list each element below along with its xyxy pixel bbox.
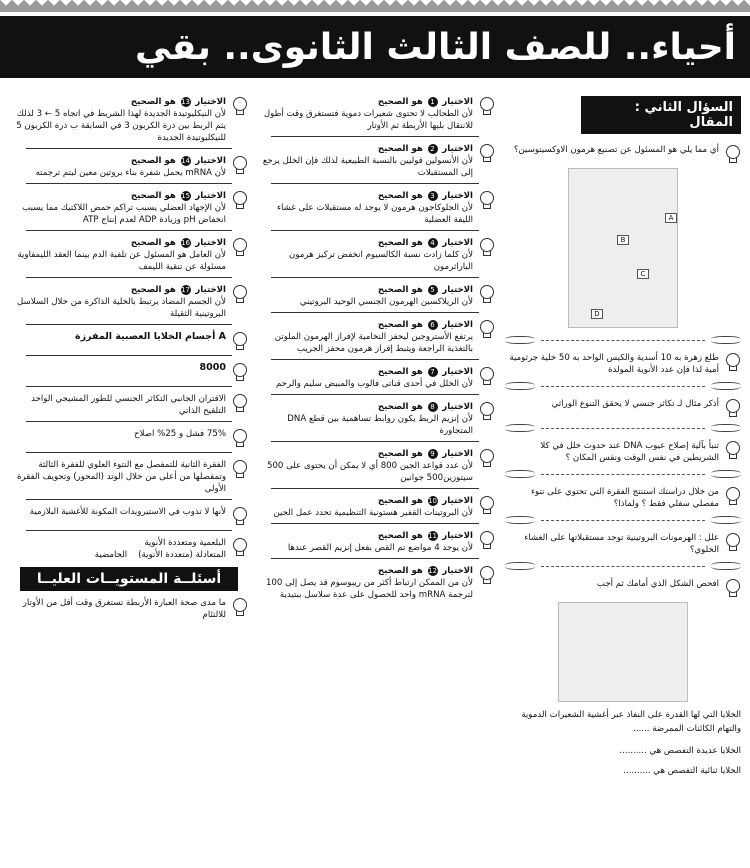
lightbulb-icon bbox=[477, 401, 495, 421]
answer-tail: هو الصحيح bbox=[377, 144, 423, 154]
question-text: أذكر مثال لـ تكاثر جنسي لا يحقق التنوع الوراثي bbox=[551, 399, 719, 409]
answer-item bbox=[10, 393, 248, 417]
answer-text: لأن الطحالب لا تحتوى شعيرات دموية فتستغرق وقت أطول للانتقال بليها الأربطة ثم الأوتار bbox=[263, 109, 473, 131]
lightbulb-icon bbox=[477, 143, 495, 163]
answer-item bbox=[10, 331, 248, 351]
choice-number: 6 bbox=[428, 320, 438, 330]
choice-number: 13 bbox=[181, 97, 190, 106]
answer-item bbox=[255, 319, 495, 355]
lightbulb-icon bbox=[230, 96, 248, 116]
answers-column-left bbox=[10, 96, 248, 625]
divider bbox=[271, 359, 479, 360]
answer-item bbox=[10, 237, 248, 273]
lightbulb-icon bbox=[230, 155, 248, 175]
answer-item bbox=[255, 448, 495, 484]
blood-cells-figure bbox=[558, 602, 688, 702]
question-3 bbox=[505, 398, 741, 418]
lightbulb-icon bbox=[477, 448, 495, 468]
divider bbox=[26, 148, 232, 149]
answer-text: لأن يوجد 4 مواضع تم القص بفعل إنزيم القصر عندها bbox=[287, 543, 473, 553]
lightbulb-icon bbox=[230, 237, 248, 257]
lightbulb-icon bbox=[477, 237, 495, 257]
lightbulb-icon bbox=[230, 537, 248, 557]
answer-tail: هو الصحيح bbox=[377, 402, 423, 412]
answer-head: الاختيار bbox=[195, 238, 226, 248]
lightbulb-icon bbox=[230, 597, 248, 617]
answer-text: لأن الأنسولين قوليين بالنسبة الطبيعية لذلك فإن الخلل يرجع إلى المستقبلات bbox=[262, 156, 473, 178]
zigzag-border bbox=[0, 0, 750, 12]
pituitary-figure bbox=[568, 168, 678, 328]
lightbulb-icon bbox=[230, 284, 248, 304]
answer-item bbox=[255, 530, 495, 554]
answer-tail: هو الصحيح bbox=[130, 285, 176, 295]
dna-divider bbox=[505, 334, 741, 346]
dna-divider bbox=[505, 468, 741, 480]
answer-option: الحامضية bbox=[94, 550, 128, 560]
question-text: تنبأ بآلية إصلاح عيوب DNA عند حدوث خلل في كلا الشريطين في نفس الوقت ونفس المكان ؟ bbox=[540, 441, 719, 463]
answer-head: الاختيار bbox=[442, 144, 473, 154]
answer-text: 75% فشل و 25% اصلاح bbox=[134, 429, 226, 439]
question-2 bbox=[505, 352, 741, 376]
answers-column-middle bbox=[255, 96, 495, 603]
divider bbox=[26, 183, 232, 184]
answer-head: الاختيار bbox=[442, 97, 473, 107]
answer-item bbox=[10, 597, 248, 621]
answer-item bbox=[10, 284, 248, 320]
answer-head: الاختيار bbox=[195, 285, 226, 295]
answer-item bbox=[255, 190, 495, 226]
lightbulb-icon bbox=[723, 144, 741, 164]
answer-text: لأن الجلوكاجون هرمون لا يوجد له مستقبلات على غشاء الليفة العضلية bbox=[276, 203, 473, 225]
answer-item bbox=[255, 366, 495, 390]
question-text: طلع زهرة به 10 أسدية والكيس الواحد به 50 خلية جرثومية أمية لذا فإن عدد الأنوية المولدة bbox=[509, 353, 719, 375]
question-4 bbox=[505, 440, 741, 464]
answer-text: A أجسام الخلايا العصبية المفرزة bbox=[75, 331, 226, 342]
answer-item bbox=[10, 155, 248, 179]
answer-item bbox=[255, 495, 495, 519]
answer-tail: هو الصحيح bbox=[130, 238, 176, 248]
answer-item bbox=[255, 237, 495, 273]
lightbulb-icon bbox=[230, 362, 248, 382]
answer-item bbox=[255, 96, 495, 132]
answer-item bbox=[10, 362, 248, 382]
answer-head: الاختيار bbox=[442, 238, 473, 248]
choice-number: 10 bbox=[428, 496, 437, 505]
question-text: أي مما يلي هو المسئول عن تصنيع هرمون الاوكسيتوسين؟ bbox=[513, 145, 719, 155]
lightbulb-icon bbox=[723, 486, 741, 506]
divider bbox=[26, 355, 232, 356]
lightbulb-icon bbox=[230, 331, 248, 351]
divider bbox=[26, 452, 232, 453]
choice-number: 1 bbox=[428, 97, 438, 107]
divider bbox=[26, 277, 232, 278]
answer-text: الاقتران الجانبي التكاثر الجنسي للطور المشيجي الواحد التلقيح الذاتي bbox=[31, 394, 226, 416]
answer-text: يرتفع الأستروجين ليحفز النخامية لإفراز الهرمون الملوتن بالتغذية الراجعة ويثبط إفراز هرمون محفز الجريب bbox=[274, 332, 473, 354]
option-1: الخلايا التي لها القدرة على النفاذ عبر أغشية الشعيرات الدموية والتهام الكائنات الممرضة ...... bbox=[521, 710, 741, 734]
fig-label-d: D bbox=[591, 309, 603, 319]
divider bbox=[26, 230, 232, 231]
lightbulb-icon bbox=[230, 428, 248, 448]
lightbulb-icon bbox=[230, 459, 248, 479]
answer-text: لأن الريلاكسين الهرمون الجنسي الوحيد البروتيني bbox=[299, 297, 473, 307]
answer-text: لأن كلما زادت نسبة الكالسيوم انخفض تركيز هرمون الباراثرمون bbox=[289, 250, 473, 272]
answer-tail: هو الصحيح bbox=[377, 285, 423, 295]
choice-number: 7 bbox=[428, 367, 438, 377]
choice-number: 2 bbox=[428, 144, 438, 154]
answer-tail: هو الصحيح bbox=[377, 367, 423, 377]
divider bbox=[271, 523, 479, 524]
lightbulb-icon bbox=[723, 532, 741, 552]
answer-item bbox=[255, 565, 495, 601]
answer-item bbox=[255, 143, 495, 179]
answer-item bbox=[10, 506, 248, 526]
divider bbox=[271, 277, 479, 278]
answer-text: لأن الخلل في أحدى قناتى فالوب والمبيض سليم والرحم bbox=[275, 379, 473, 389]
dna-divider bbox=[505, 380, 741, 392]
answer-item bbox=[10, 190, 248, 226]
fig-label-b: B bbox=[617, 235, 629, 245]
divider bbox=[26, 324, 232, 325]
lightbulb-icon bbox=[477, 565, 495, 585]
question-5 bbox=[505, 486, 741, 510]
divider bbox=[26, 386, 232, 387]
answer-item bbox=[10, 537, 248, 561]
divider bbox=[271, 230, 479, 231]
choice-number: 17 bbox=[181, 285, 190, 294]
banner-title: أحياء.. للصف الثالث الثانوى.. بقي bbox=[135, 26, 736, 68]
lightbulb-icon bbox=[723, 578, 741, 598]
answer-tail: هو الصحيح bbox=[377, 320, 423, 330]
lightbulb-icon bbox=[477, 190, 495, 210]
answer-item bbox=[255, 284, 495, 308]
divider bbox=[271, 312, 479, 313]
lightbulb-icon bbox=[723, 352, 741, 372]
answer-text: لأن من الممكن ارتباط أكثر من ريبوسوم قد يصل إلى 100 لترجمة mRNA واحد للحصول على عدة سلاسل ببتيدية bbox=[265, 578, 473, 600]
question-text: علل : الهرمونات البروتينية توجد مستقبلاتها على الغشاء الخلوي؟ bbox=[524, 533, 719, 555]
lightbulb-icon bbox=[477, 96, 495, 116]
answer-head: الاختيار bbox=[442, 191, 473, 201]
answer-head: الاختيار bbox=[195, 97, 226, 107]
question-7 bbox=[505, 578, 741, 598]
answer-tail: هو الصحيح bbox=[377, 97, 423, 107]
answer-text: لأنها لا تذوب في الاستيرويدات المكونة للأغشية البلازمية bbox=[29, 507, 226, 517]
essay-column bbox=[505, 96, 741, 778]
answer-head: الاختيار bbox=[442, 566, 473, 576]
answer-item bbox=[255, 401, 495, 437]
question-text: ما مدى صحة العبارة الأربطة تستغرق وقت أقل من الأوتار للالتئام bbox=[22, 598, 226, 620]
question-6 bbox=[505, 532, 741, 556]
answer-head: الاختيار bbox=[442, 531, 473, 541]
answer-item bbox=[10, 96, 248, 144]
answer-text: لأن mRNA يحمل شفرة بناء بروتين معين ليتم ترجمته bbox=[35, 168, 226, 178]
fig-label-c: C bbox=[637, 269, 649, 279]
answer-text: لأن العامل هو المسئول عن تلفية الدم بينما العقد الليمفاوية مسئولة عن تنقية الليمف bbox=[17, 250, 226, 272]
answer-head: الاختيار bbox=[442, 496, 473, 506]
option-3: الخلايا ثنائية التفصص هي .......... bbox=[623, 766, 741, 776]
answer-text: لأن النيكليوتيدة الجديدة لهذا الشريط في اتجاه 5 ← 3 لذلك يتم الربط بين ذرة الكربون 3 في السابقة ب ذرة الكربون 5 للنيكليوتيدة الجديدة bbox=[16, 109, 226, 143]
answer-text: لأن البروتينات القفير هستونية التنظيمية تحدد عمل الجين bbox=[273, 508, 473, 518]
choice-number: 8 bbox=[428, 402, 438, 412]
option-2: الخلايا عديدة التفصص هي .......... bbox=[619, 746, 741, 756]
lightbulb-icon bbox=[230, 506, 248, 526]
dna-divider bbox=[505, 422, 741, 434]
answer-tail: هو الصحيح bbox=[130, 156, 176, 166]
answer-text: لأن إنزيم الربط يكون روابط تساهمية بين قطع DNA المتجاورة bbox=[287, 414, 473, 436]
answer-tail: هو الصحيح bbox=[377, 566, 423, 576]
answer-tail: هو الصحيح bbox=[377, 531, 423, 541]
lightbulb-icon bbox=[723, 440, 741, 460]
divider bbox=[26, 499, 232, 500]
answer-item bbox=[10, 459, 248, 495]
divider bbox=[271, 441, 479, 442]
choice-number: 9 bbox=[428, 449, 438, 459]
divider bbox=[26, 530, 232, 531]
answer-option: المتعادلة (متعددة الأنوية) bbox=[138, 550, 226, 560]
choice-number: 11 bbox=[428, 531, 437, 540]
answer-head: الاختيار bbox=[442, 320, 473, 330]
divider bbox=[26, 421, 232, 422]
answer-option: البلعمية ومتعددة الأنوية bbox=[144, 538, 226, 548]
answer-tail: هو الصحيح bbox=[130, 191, 176, 201]
answer-tail: هو الصحيح bbox=[377, 496, 423, 506]
answer-tail: هو الصحيح bbox=[377, 191, 423, 201]
lightbulb-icon bbox=[477, 366, 495, 386]
answer-head: الاختيار bbox=[442, 449, 473, 459]
answer-tail: هو الصحيح bbox=[377, 449, 423, 459]
choice-number: 12 bbox=[428, 566, 437, 575]
dna-divider bbox=[505, 560, 741, 572]
question-1 bbox=[505, 144, 741, 164]
higher-levels-title: أسئلــة المستويــات العليــا bbox=[20, 567, 238, 591]
lightbulb-icon bbox=[477, 284, 495, 304]
dna-divider bbox=[505, 514, 741, 526]
answer-text: 8000 bbox=[199, 362, 226, 373]
lightbulb-icon bbox=[230, 393, 248, 413]
answer-head: الاختيار bbox=[442, 367, 473, 377]
answer-text: لأن الجسم المضاد يرتبط بالخلية الذاكرة من خلال السلاسل البروتينية الثقيلة bbox=[17, 297, 226, 319]
divider bbox=[271, 488, 479, 489]
answer-text: لأن عدد قواعد الجين 800 أي لا يمكن أن يحتوى على 500 سيتوزين500 جوانين bbox=[266, 461, 473, 483]
lightbulb-icon bbox=[477, 495, 495, 515]
answer-head: الاختيار bbox=[195, 156, 226, 166]
divider bbox=[271, 183, 479, 184]
section-title: السؤال الثاني : المقال bbox=[581, 96, 741, 134]
divider bbox=[271, 136, 479, 137]
answer-head: الاختيار bbox=[442, 402, 473, 412]
lightbulb-icon bbox=[723, 398, 741, 418]
answer-tail: هو الصحيح bbox=[130, 97, 176, 107]
question-text: من خلال دراستك استنتج الفقرة التي تحتوي على نتوء مفصلي سفلي فقط ؟ ولماذا؟ bbox=[530, 487, 719, 509]
lightbulb-icon bbox=[230, 190, 248, 210]
lightbulb-icon bbox=[477, 530, 495, 550]
answer-head: الاختيار bbox=[442, 285, 473, 295]
answer-item bbox=[10, 428, 248, 448]
choice-number: 15 bbox=[181, 191, 190, 200]
answer-tail: هو الصحيح bbox=[377, 238, 423, 248]
answer-text: لأن الإجهاد العضلي يسبب تراكم حمض اللاكتيك مما يسبب انخفاض pH وزيادة ADP لعدم إنتاج ATP bbox=[22, 203, 226, 225]
choice-number: 16 bbox=[181, 238, 190, 247]
answer-text: الفقرة الثانية للتمفصل مع النتوء العلوي للفقرة الثالثة وتمفصلها من أعلى من خلال الوتد (المحور) وتجويف الفقرة الأولى bbox=[16, 460, 226, 494]
choice-number: 14 bbox=[181, 156, 190, 165]
choice-number: 4 bbox=[428, 238, 438, 248]
divider bbox=[271, 394, 479, 395]
choice-number: 3 bbox=[428, 191, 438, 201]
choice-number: 5 bbox=[428, 285, 438, 295]
question-text: افحص الشكل الذي أمامك ثم أجب bbox=[596, 579, 719, 589]
answer-head: الاختيار bbox=[195, 191, 226, 201]
page-banner bbox=[0, 16, 750, 78]
lightbulb-icon bbox=[477, 319, 495, 339]
fig-label-a: A bbox=[665, 213, 677, 223]
divider bbox=[271, 558, 479, 559]
